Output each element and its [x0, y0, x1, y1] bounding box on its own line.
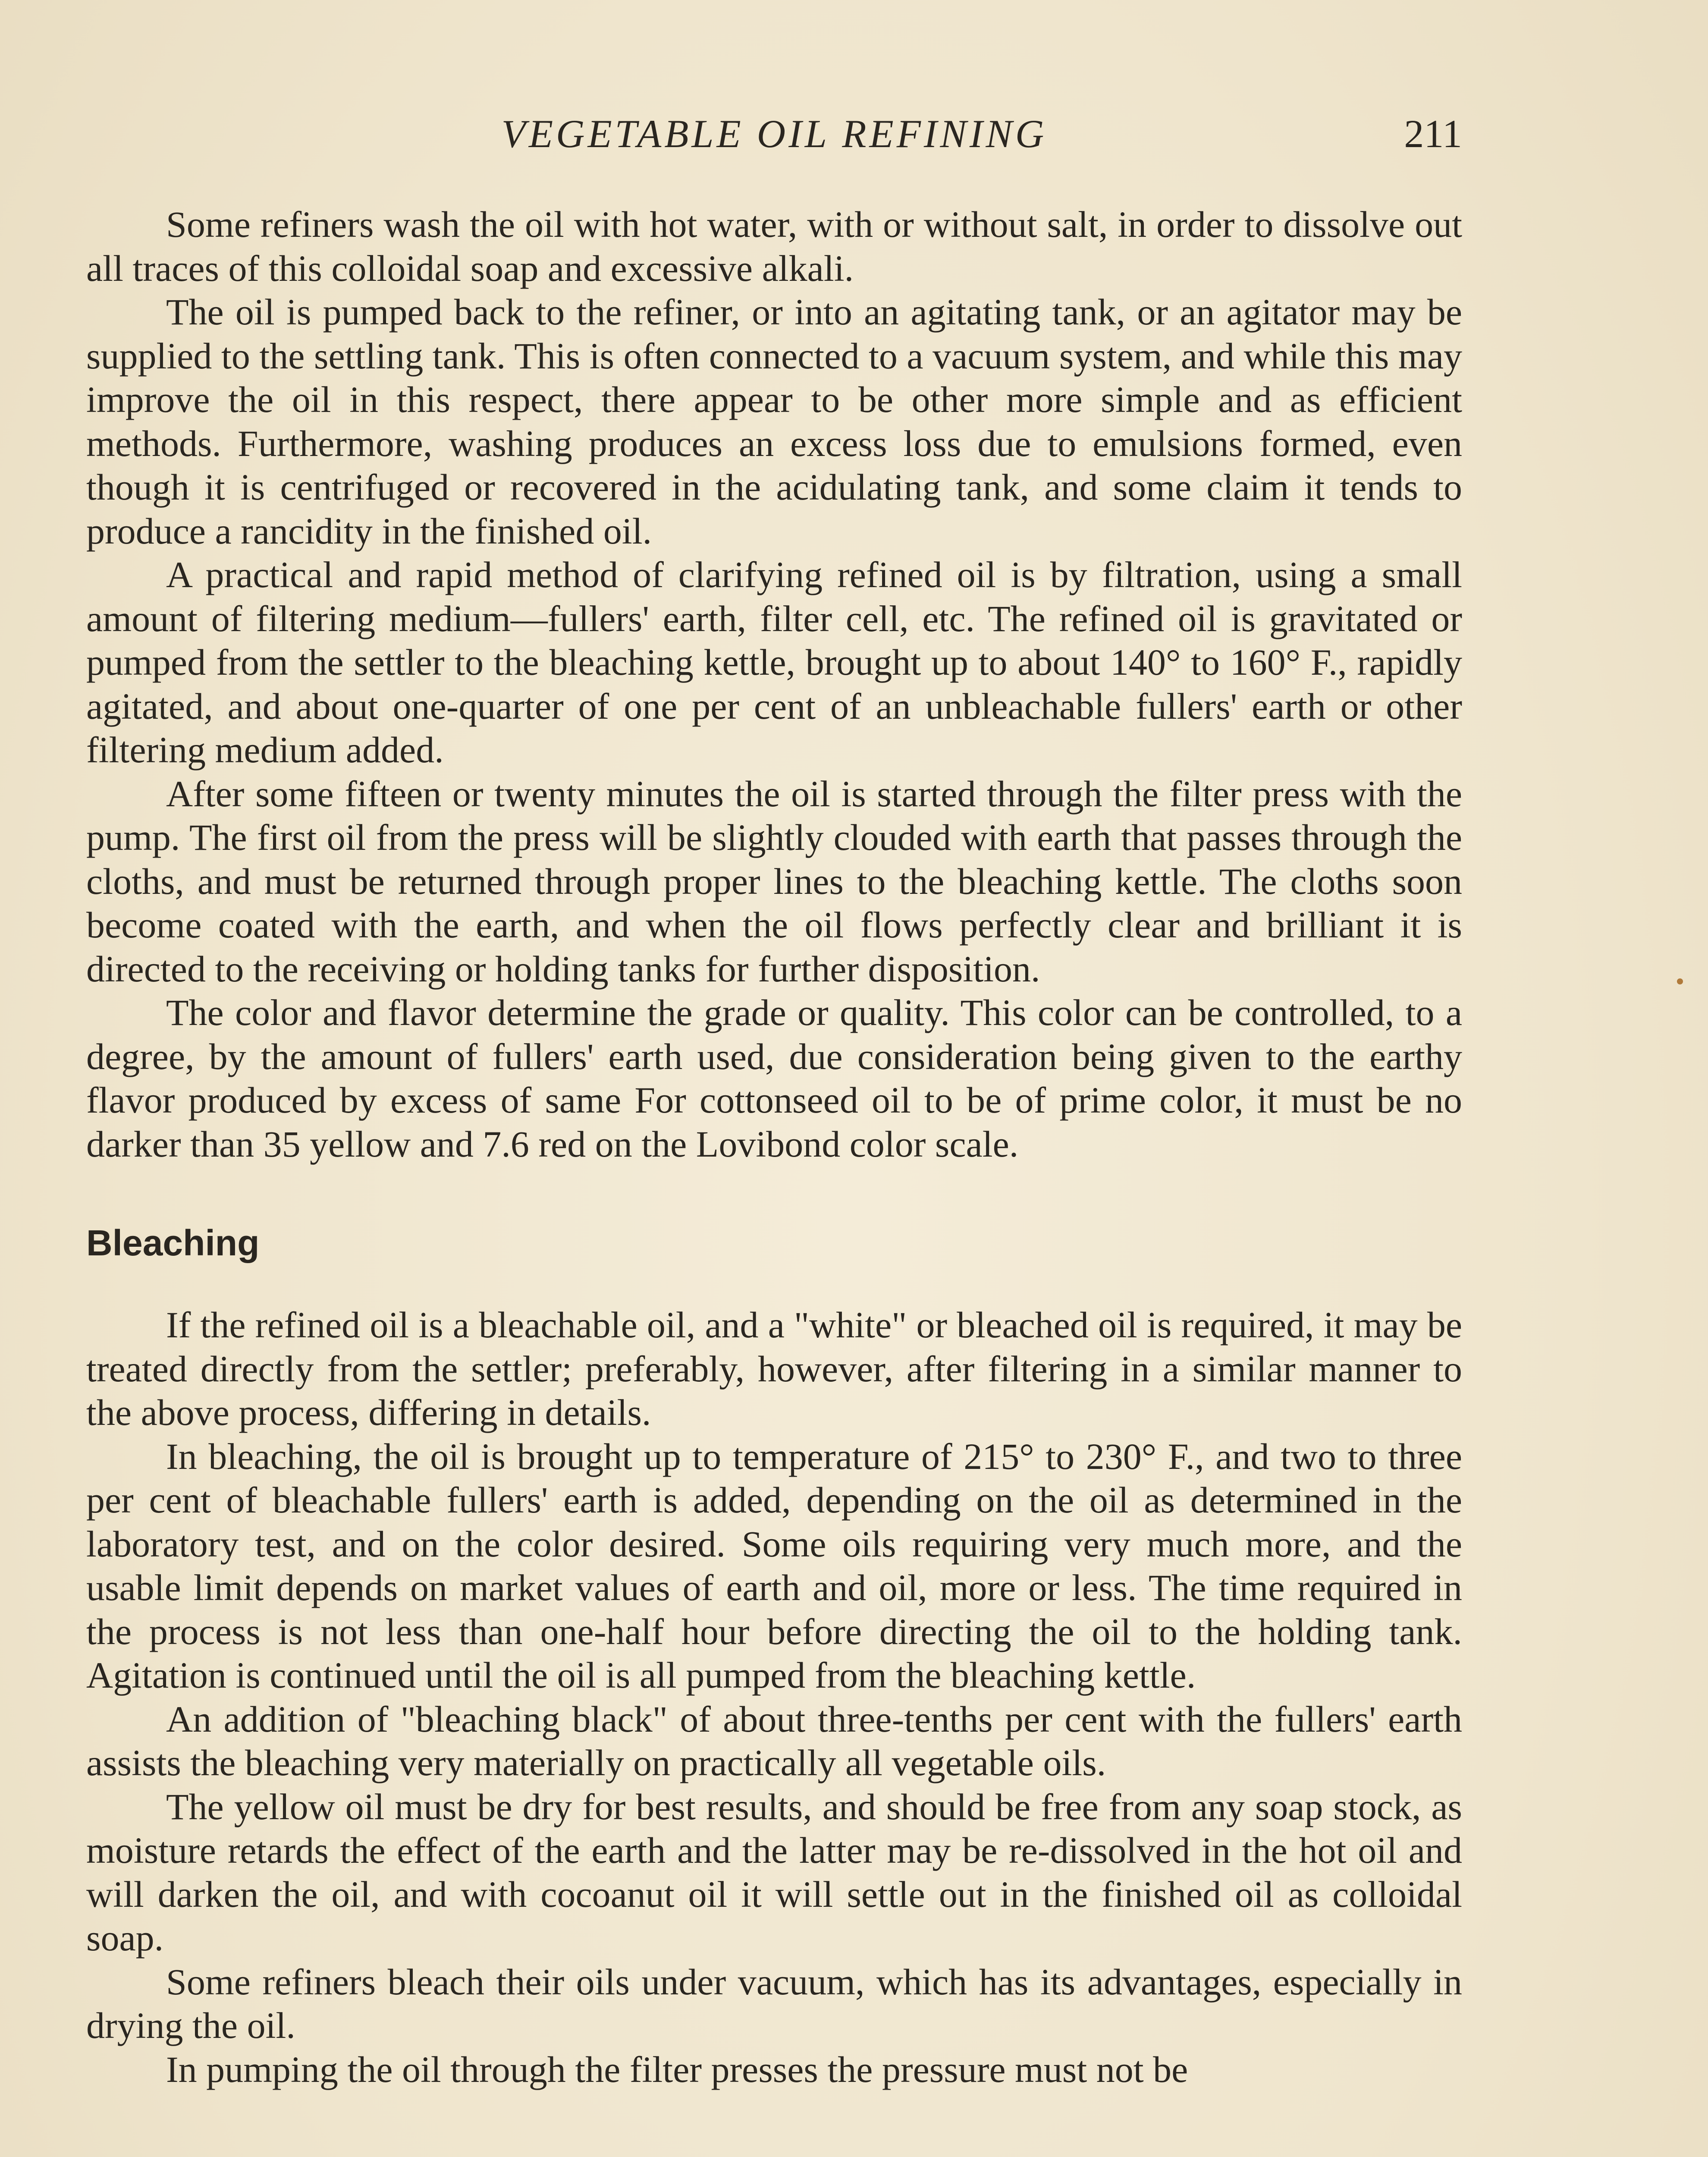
paragraph-filtration: A practical and rapid method of clarifying refined oil is by filtration, using a small amount of filtering medium—fullers' earth, filter cell, etc. The refined oil is gravitated or pumped from the settler to the bleaching kettle, brought up to about 140° to 160° F., rapidly agitated, and about one-quarter of one per cent of an unbleachable fullers' earth or other filtering medium added. — [86, 554, 1462, 770]
paragraph-filter-press: After some fifteen or twenty minutes the oil is started through the filter press with the pump. The first oil from the press will be slightly clouded with earth that passes through the cloths, and must be returned through proper lines to the bleaching kettle. The cloths soon become coated with the earth, and when the oil flows perfectly clear and brilliant it is directed to the receiving or holding tanks for further disposition. — [86, 773, 1462, 990]
running-title: VEGETABLE OIL REFINING — [501, 112, 1047, 156]
section-heading-bleaching: Bleaching — [86, 1223, 260, 1263]
paragraph-washing: Some refiners wash the oil with hot water, with or without salt, in order to dissolve out all traces of this colloidal soap and excessive alkali. — [86, 204, 1462, 289]
body-text — [86, 203, 1462, 2091]
paragraph-bleaching-temperature: In bleaching, the oil is brought up to temperature of 215° to 230° F., and two to three per cent of bleachable fullers' earth is added, depending on the oil as determined in the laboratory test, and on the color desired. Some oils requiring very much more, and the usable limit depends on market values of earth and oil, more or less. The time required in the process is not less than one-half hour before directing the oil to the holding tank. Agitation is continued until the oil is all pumped from the bleaching kettle. — [86, 1435, 1462, 1696]
paragraph-filter-pressure: In pumping the oil through the filter presses the pressure must not be — [166, 2048, 1188, 2090]
paragraph-agitator: The oil is pumped back to the refiner, or into an agitating tank, or an agitator may be supplied to the settling tank. This is often connected to a vacuum system, and while this may improve the oil in this respect, there appear to be other more simple and as efficient methods. Furthermore, washing produces an excess loss due to emulsions formed, even though it is centrifuged or recovered in the acidulating tank, and some claim it tends to produce a rancidity in the finished oil. — [86, 291, 1462, 552]
paragraph-yellow-oil: The yellow oil must be dry for best results, and should be free from any soap stock, as moisture retards the effect of the earth and the latter may be re-dissolved in the hot oil and will darken the oil, and with cocoanut oil it will settle out in the finished oil as colloidal soap. — [86, 1786, 1462, 1959]
paragraph-vacuum: Some refiners bleach their oils under vacuum, which has its advantages, especially in drying the oil. — [86, 1961, 1462, 2046]
page-number: 211 — [1404, 112, 1462, 156]
paragraph-bleachable-oil: If the refined oil is a bleachable oil, and a "white" or bleached oil is required, it may be treated directly from the settler; preferably, however, after filtering in a similar manner to the above process, differing in details. — [86, 1304, 1462, 1433]
paragraph-color-flavor: The color and flavor determine the grade or quality. This color can be controlled, to a degree, by the amount of fullers' earth used, due consideration being given to the earthy flavor produced by excess of same For cottonseed oil to be of prime color, it must be no darker than 35 yellow and 7.6 red on the Lovibond color scale. — [86, 992, 1462, 1165]
running-header — [86, 108, 1462, 160]
paragraph-bleaching-black: An addition of "bleaching black" of about three-tenths per cent with the fullers' earth assists the bleaching very materially on practically all vegetable oils. — [86, 1698, 1462, 1783]
paper-speck — [1677, 978, 1683, 984]
